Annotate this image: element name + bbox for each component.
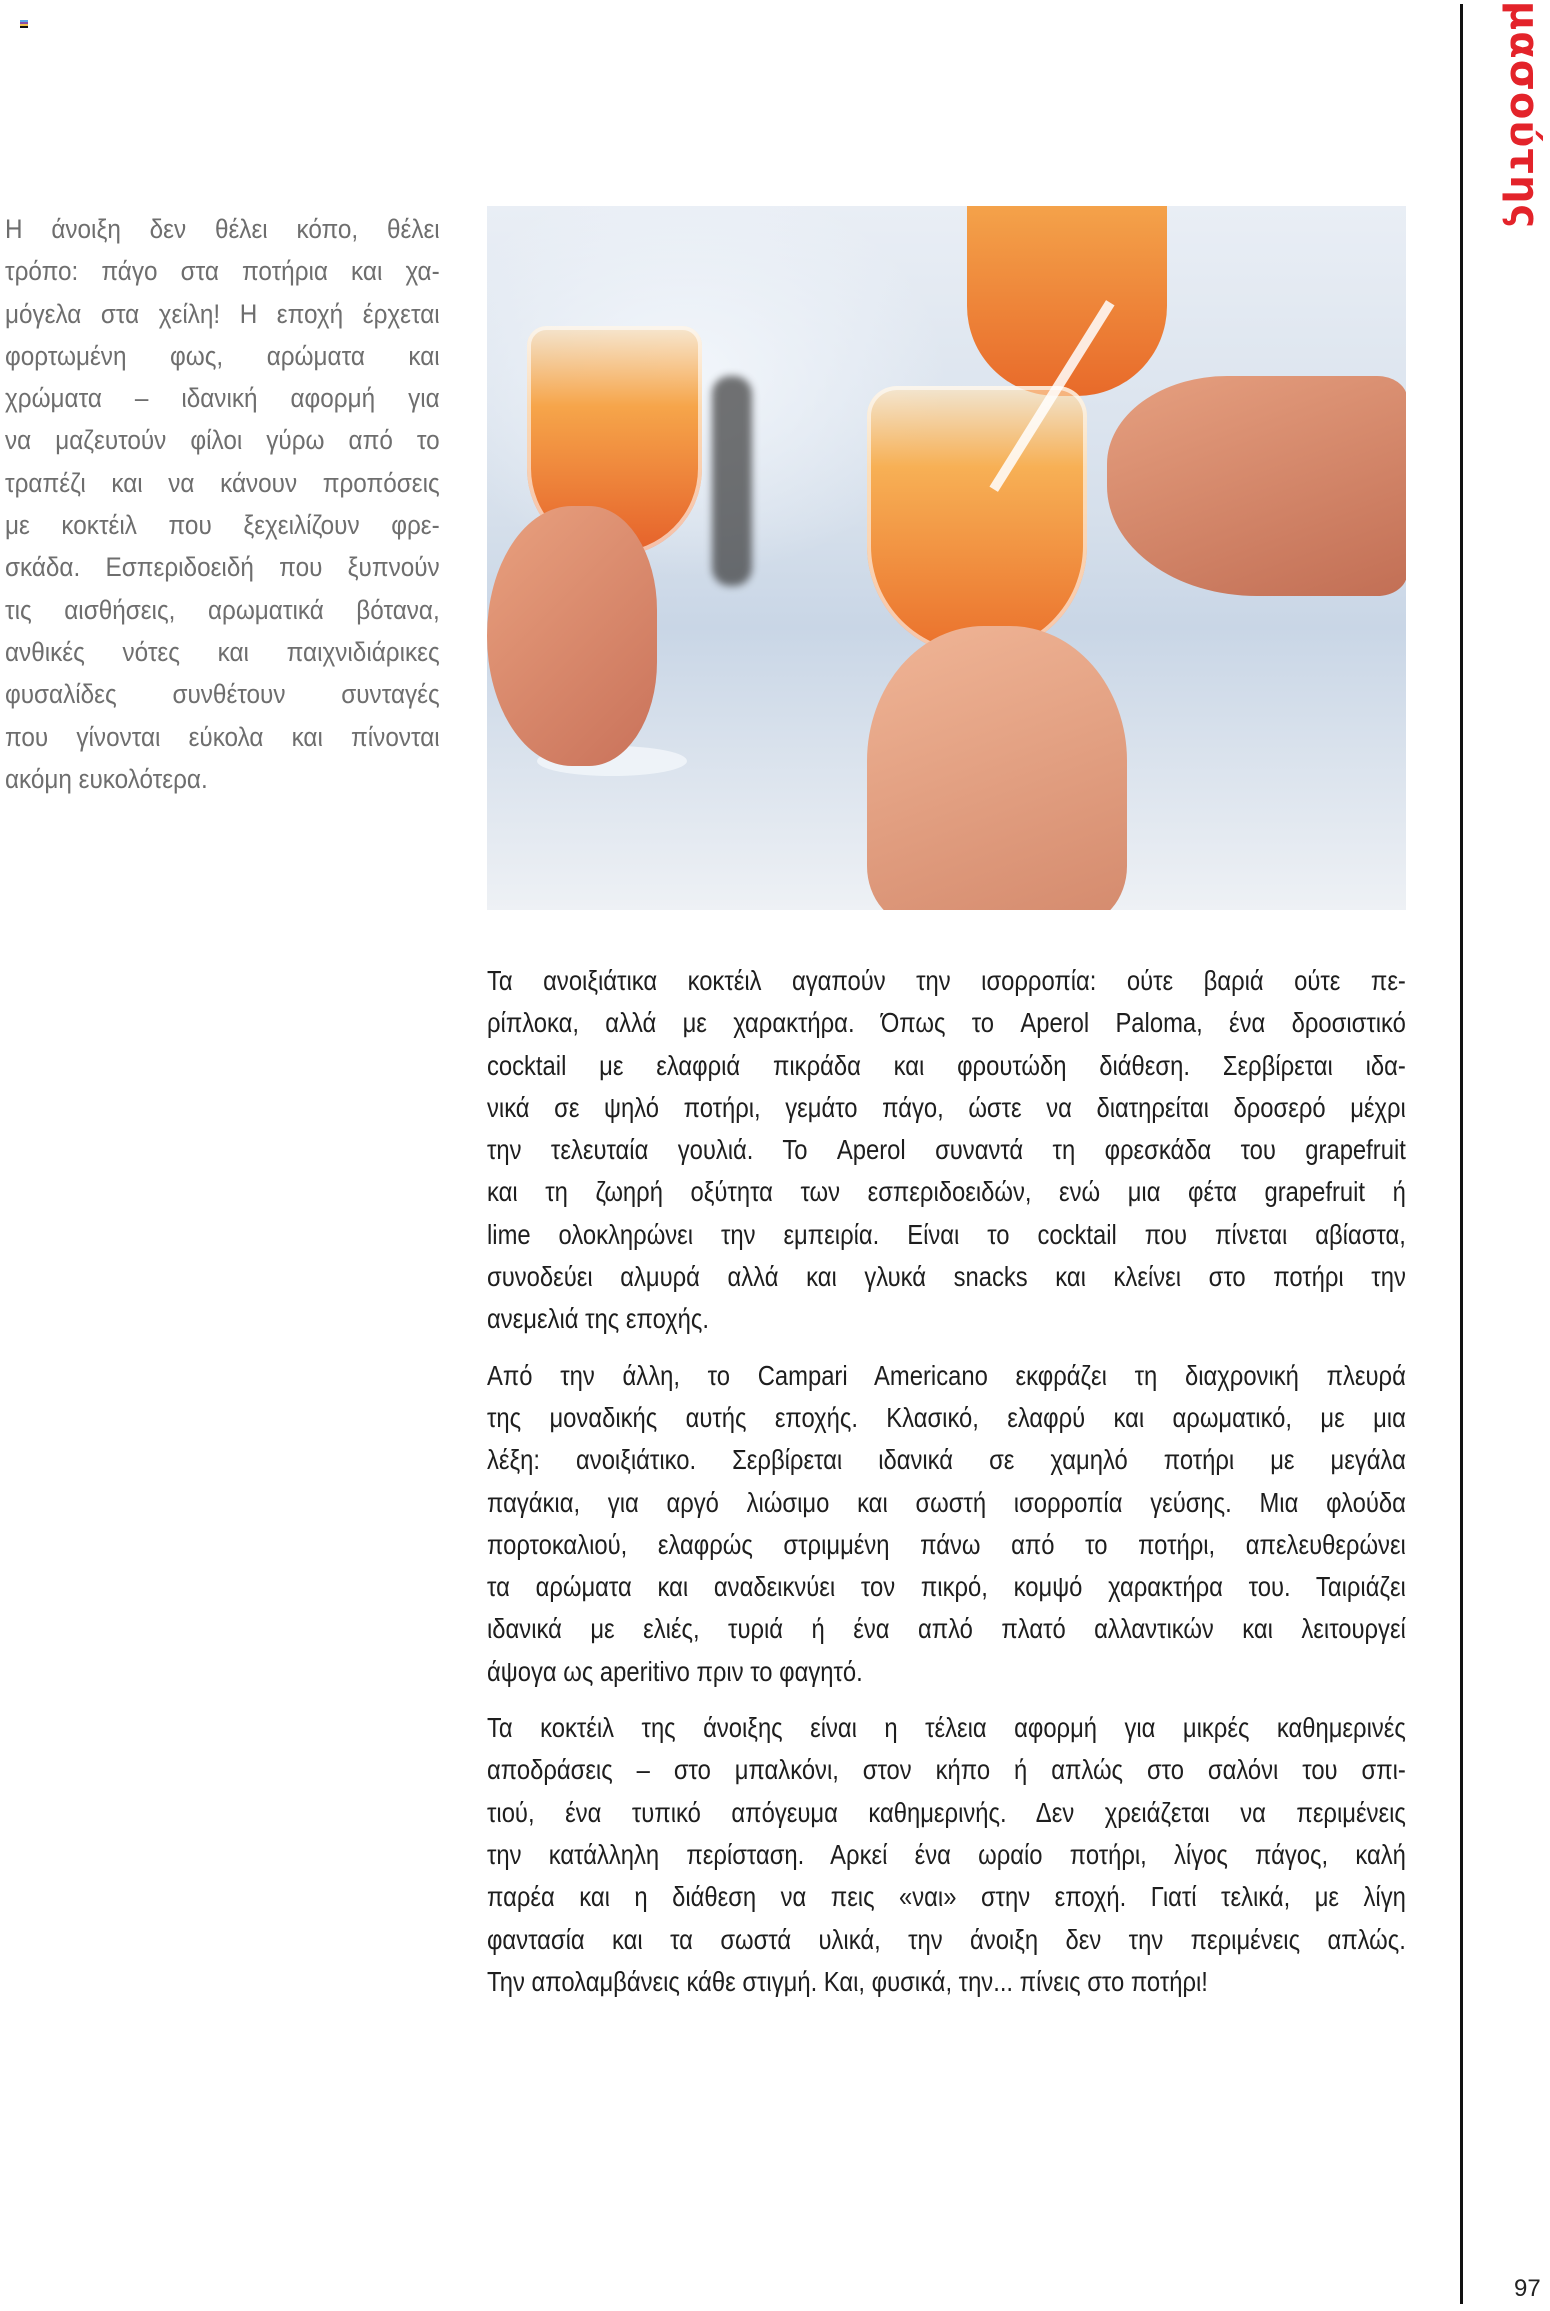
text-line: Τα κοκτέιλ της άνοιξης είναι η τέλεια αφορμή για μικρές καθημερινές (487, 1712, 1406, 1744)
text-line: την τελευταία γουλιά. Το Aperol συναντά τη φρεσκάδα του grapefruit (487, 1134, 1406, 1166)
text-line: χρώματα – ιδανική αφορμή για (5, 383, 440, 414)
text-line: τραπέζι και να κάνουν προπόσεις (5, 467, 440, 498)
text-line: ανθικές νότες και παιχνιδιάρικες (5, 636, 440, 667)
brand-logo-text: μασούτης (1501, 0, 1547, 230)
article-body (487, 960, 1406, 2017)
text-line: lime ολοκληρώνει την εμπειρία. Είναι το cocktail που πίνεται αβίαστα, (487, 1218, 1406, 1250)
text-line: της μοναδικής αυτής εποχής. Κλασικό, ελαφρύ και αρωματικό, με μια (487, 1401, 1406, 1433)
blurred-figure (712, 376, 752, 586)
glass-center (867, 386, 1087, 656)
text-line: που γίνονται εύκολα και πίνονται (5, 721, 440, 752)
text-line: παγάκια, για αργό λιώσιμο και σωστή ισορροπία γεύσης. Μια φλούδα (487, 1486, 1406, 1518)
text-line: ακόμη ευκολότερα. (5, 763, 208, 794)
paragraph (487, 1355, 1406, 1693)
text-line: να μαζευτούν φίλοι γύρω από το (5, 425, 440, 456)
text-line: Την απολαμβάνεις κάθε στιγμή. Και, φυσικά, την... πίνεις στο ποτήρι! (487, 1965, 1208, 1997)
text-line: αποδράσεις – στο μπαλκόνι, στον κήπο ή απλώς στο σαλόνι του σπι- (487, 1754, 1406, 1786)
text-line: φαντασία και τα σωστά υλικά, την άνοιξη δεν την περιμένεις απλώς. (487, 1923, 1406, 1955)
brand-logo (1500, 0, 1548, 230)
text-line: τρόπο: πάγο στα ποτήρια και χα- (5, 256, 440, 287)
text-line: μόγελα στα χείλη! Η εποχή έρχεται (5, 298, 440, 329)
hand-right (1107, 376, 1406, 596)
text-line: παρέα και η διάθεση να πεις «ναι» στην εποχή. Γιατί τελικά, με λίγη (487, 1881, 1406, 1913)
text-line: συνοδεύει αλμυρά αλλά και γλυκά snacks και κλείνει στο ποτήρι την (487, 1261, 1406, 1293)
text-line: τις αισθήσεις, αρωματικά βότανα, (5, 594, 440, 625)
text-line: Η άνοιξη δεν θέλει κόπο, θέλει (5, 214, 440, 244)
text-line: την κατάλληλη περίσταση. Αρκεί ένα ωραίο ποτήρι, λίγος πάγος, καλή (487, 1838, 1406, 1870)
cocktails-photo (487, 206, 1406, 910)
text-line: νικά σε ψηλό ποτήρι, γεμάτο πάγο, ώστε να διατηρείται δροσερό μέχρι (487, 1091, 1406, 1123)
hand-left (487, 506, 657, 766)
text-line: άψογα ως aperitivo πριν το φαγητό. (487, 1655, 863, 1687)
text-line: πορτοκαλιού, ελαφρώς στριμμένη πάνω από το ποτήρι, απελευθερώνει (487, 1528, 1406, 1560)
paragraph (487, 960, 1406, 1341)
margin-divider (1460, 4, 1463, 2304)
text-line: ανεμελιά της εποχής. (487, 1303, 709, 1335)
text-line: λέξη: ανοιξιάτικο. Σερβίρεται ιδανικά σε χαμηλό ποτήρι με μεγάλα (487, 1444, 1406, 1476)
text-line: cocktail με ελαφριά πικράδα και φρουτώδη διάθεση. Σερβίρεται ιδα- (487, 1049, 1406, 1081)
intro-text (5, 208, 440, 800)
page-number: 97 (1514, 2275, 1541, 2302)
hand-center (867, 626, 1127, 910)
text-line: φορτωμένη φως, αρώματα και (5, 340, 440, 371)
text-line: Τα ανοιξιάτικα κοκτέιλ αγαπούν την ισορροπία: ούτε βαριά ούτε πε- (487, 965, 1406, 996)
text-line: τα αρώματα και αναδεικνύει τον πικρό, κομψό χαρακτήρα του. Ταιριάζει (487, 1571, 1406, 1603)
text-line: φυσαλίδες συνθέτουν συνταγές (5, 679, 440, 710)
text-line: Από την άλλη, το Campari Americano εκφράζει τη διαχρονική πλευρά (487, 1359, 1406, 1391)
text-line: και τη ζωηρή οξύτητα των εσπεριδοειδών, ενώ μια φέτα grapefruit ή (487, 1176, 1406, 1208)
text-line: ιδανικά με ελιές, τυριά ή ένα απλό πλατό αλλαντικών και λειτουργεί (487, 1613, 1406, 1645)
text-line: με κοκτέιλ που ξεχειλίζουν φρε- (5, 510, 440, 541)
text-line: σκάδα. Εσπεριδοειδή που ξυπνούν (5, 552, 440, 583)
text-line: ρίπλοκα, αλλά με χαρακτήρα. Όπως το Aperol Paloma, ένα δροσιστικό (487, 1007, 1406, 1039)
text-line: τιού, ένα τυπικό απόγευμα καθημερινής. Δεν χρειάζεται να περιμένεις (487, 1796, 1406, 1828)
paragraph (487, 1707, 1406, 2003)
print-color-mark (20, 20, 28, 28)
